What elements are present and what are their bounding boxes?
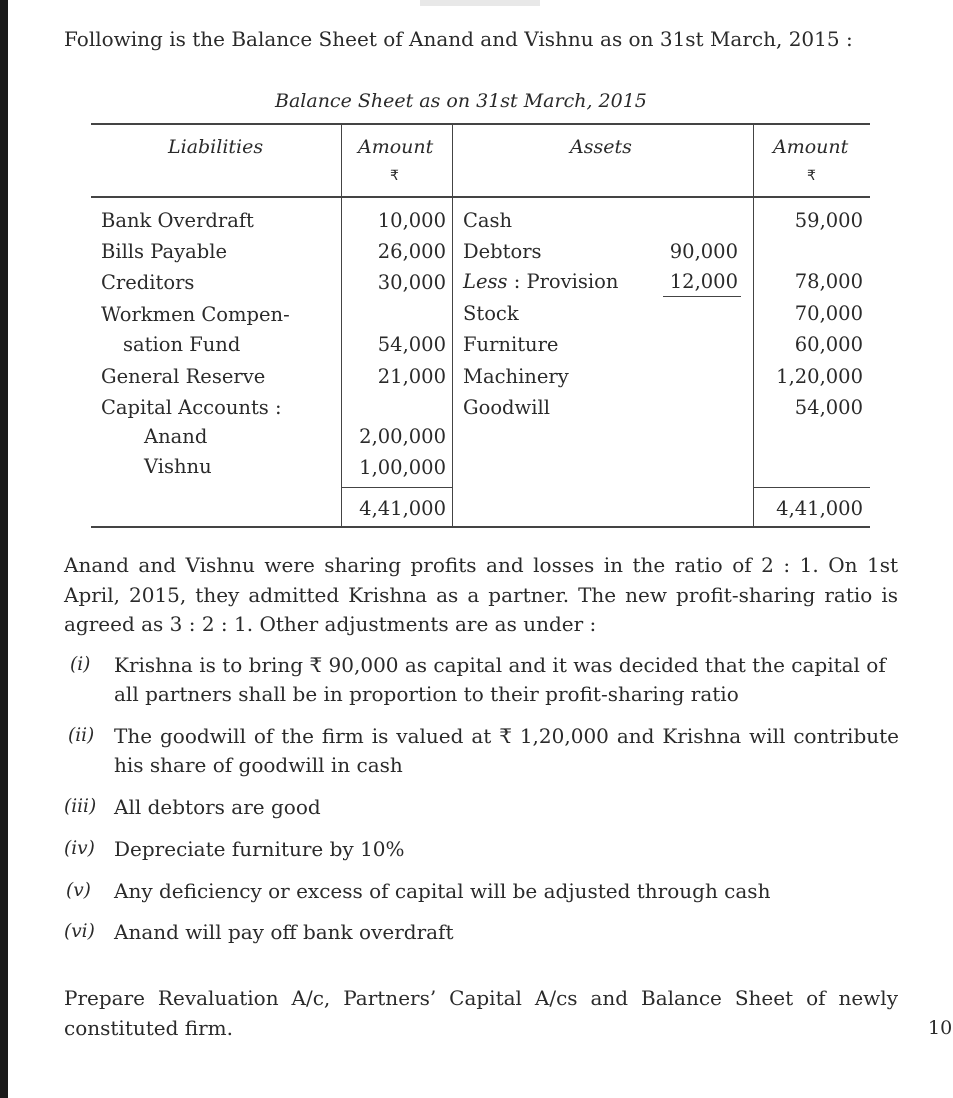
rupee-symbol-right: ₹ [807,168,816,184]
adjustment-2-text: The goodwill of the firm is valued at ₹ 1,20,000 and Krishna will contribute his share of goodwill in cash [114,724,899,777]
intro-text: Following is the Balance Sheet of Anand and Vishnu as on 31st March, 2015 : [64,27,853,51]
amount-cash: 59,000 [794,209,863,232]
question-text: Prepare Revaluation A/c, Partners’ Capital A/cs and Balance Sheet of newly constituted firm. [64,986,898,1040]
liability-workmen-fund-line2: sation Fund [123,333,241,356]
marks: 10 [928,1017,953,1039]
problem-paragraph: Anand and Vishnu were sharing profits and losses in the ratio of 2 : 1. On 1st April, 2015, they admitted Krishna as a partner. The new profit-sharing ratio is agreed as 3 : 2 : 1. Other adjustments are as under : [64,553,898,636]
liability-bank-overdraft: Bank Overdraft [101,209,254,232]
liability-workmen-fund-line1: Workmen Compen- [101,303,290,326]
cropped-heading-fragment [420,0,540,6]
asset-machinery: Machinery [463,365,569,388]
adjustment-6-text: Anand will pay off bank overdraft [114,920,454,944]
amount-creditors: 30,000 [377,271,446,294]
asset-goodwill: Goodwill [463,396,550,419]
amount-bank-overdraft: 10,000 [377,209,446,232]
liability-capital-accounts: Capital Accounts : [101,396,282,419]
adjustment-5-text: Any deficiency or excess of capital will be adjusted through cash [114,879,771,903]
amount-furniture: 60,000 [794,333,863,356]
balance-sheet-title: Balance Sheet as on 31st March, 2015 [275,90,647,112]
adjustment-2-number: (ii) [68,725,95,746]
column-divider-3 [753,124,754,527]
amount-capital-anand: 2,00,000 [359,425,446,448]
amount-stock: 70,000 [794,302,863,325]
less-text: Less [463,270,508,293]
inner-provision: 12,000 [669,270,738,293]
rupee-symbol-left: ₹ [390,168,399,184]
adjustment-6-number: (vi) [64,921,95,942]
capital-vishnu: Vishnu [144,455,212,478]
assets-total: 4,41,000 [776,497,863,520]
adjustment-4-text: Depreciate furniture by 10% [114,837,405,861]
liabilities-total: 4,41,000 [359,497,446,520]
provision-underline [663,296,741,297]
right-total-rule [754,487,870,488]
adjustment-4-number: (iv) [64,838,95,859]
amount-workmen-fund: 54,000 [377,333,446,356]
adjustment-1-text: Krishna is to bring ₹ 90,000 as capital and it was decided that the capital of all partners shall be in proportion to their profit-sharing ratio [114,653,886,706]
header-liabilities: Liabilities [168,136,264,158]
liability-general-reserve: General Reserve [101,365,266,388]
amount-debtors-net: 78,000 [794,270,863,293]
left-total-rule [342,487,452,488]
asset-stock: Stock [463,302,519,325]
adjustment-3-number: (iii) [64,796,97,817]
capital-anand: Anand [144,425,208,448]
asset-furniture: Furniture [463,333,559,356]
asset-cash: Cash [463,209,513,232]
amount-general-reserve: 21,000 [377,365,446,388]
provision-text: : Provision [507,270,619,293]
column-divider-2 [452,124,453,527]
amount-goodwill: 54,000 [794,396,863,419]
header-amount-left: Amount [358,136,434,158]
asset-provision-label [463,270,618,293]
header-assets: Assets [570,136,632,158]
amount-capital-vishnu: 1,00,000 [359,456,446,479]
liability-creditors: Creditors [101,271,195,294]
amount-machinery: 1,20,000 [776,365,863,388]
adjustment-5-number: (v) [66,880,91,901]
adjustment-3-text: All debtors are good [114,795,321,819]
amount-bills-payable: 26,000 [377,240,446,263]
asset-debtors: Debtors [463,240,542,263]
liability-bills-payable: Bills Payable [101,240,228,263]
header-amount-right: Amount [773,136,849,158]
page-edge [0,0,8,1098]
adjustment-1-number: (i) [70,654,91,675]
inner-debtors: 90,000 [669,240,738,263]
